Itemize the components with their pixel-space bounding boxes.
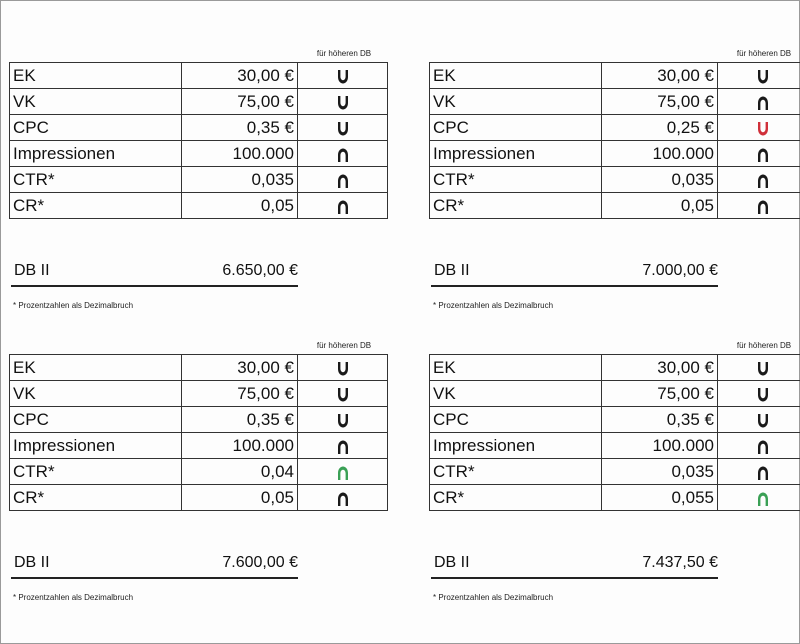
down-arrow-icon <box>335 387 351 403</box>
metric-label: CR* <box>430 193 602 219</box>
metric-label: CR* <box>10 485 182 511</box>
metric-value: 30,00 € <box>182 355 298 381</box>
metric-value: 0,035 <box>602 167 718 193</box>
metric-value: 30,00 € <box>182 63 298 89</box>
metric-value: 75,00 € <box>182 381 298 407</box>
up-arrow-icon <box>335 147 351 163</box>
hint-label: für höheren DB <box>736 341 792 350</box>
table-row <box>10 141 388 167</box>
table-row <box>10 485 388 511</box>
footnote: * Prozentzahlen als Dezimalbruch <box>13 593 134 602</box>
db-total-row <box>11 552 298 579</box>
metric-label: Impressionen <box>430 141 602 167</box>
metric-label: VK <box>10 89 182 115</box>
down-arrow-icon <box>755 69 771 85</box>
footnote: * Prozentzahlen als Dezimalbruch <box>433 301 554 310</box>
down-arrow-icon <box>755 121 771 137</box>
kpi-table <box>429 354 800 511</box>
metric-label: EK <box>10 63 182 89</box>
down-arrow-icon <box>335 361 351 377</box>
metric-label: CTR* <box>430 459 602 485</box>
down-arrow-icon <box>755 413 771 429</box>
hint-label: für höheren DB <box>316 341 372 350</box>
kpi-panel-2 <box>429 49 800 319</box>
metric-value: 0,05 <box>182 193 298 219</box>
table-row <box>10 89 388 115</box>
kpi-table <box>429 62 800 219</box>
metric-label: CTR* <box>10 459 182 485</box>
metric-label: CR* <box>430 485 602 511</box>
table-row <box>10 459 388 485</box>
metric-value: 75,00 € <box>602 381 718 407</box>
db-label: DB II <box>434 554 470 571</box>
table-row <box>10 115 388 141</box>
table-row <box>430 485 800 511</box>
metric-label: CPC <box>10 115 182 141</box>
db-value: 7.437,50 € <box>642 554 718 571</box>
table-row <box>10 63 388 89</box>
db-label: DB II <box>14 554 50 571</box>
metric-value: 100.000 <box>602 141 718 167</box>
metric-value: 75,00 € <box>602 89 718 115</box>
metric-label: CR* <box>10 193 182 219</box>
metric-value: 0,35 € <box>182 407 298 433</box>
db-total-row <box>431 260 718 287</box>
hint-label: für höheren DB <box>316 49 372 58</box>
up-arrow-icon <box>755 147 771 163</box>
up-arrow-icon <box>335 465 351 481</box>
table-row <box>430 193 800 219</box>
up-arrow-icon <box>755 439 771 455</box>
footnote: * Prozentzahlen als Dezimalbruch <box>433 593 554 602</box>
up-arrow-icon <box>755 491 771 507</box>
metric-label: CTR* <box>430 167 602 193</box>
metric-value: 0,04 <box>182 459 298 485</box>
metric-label: Impressionen <box>430 433 602 459</box>
db-label: DB II <box>434 262 470 279</box>
metric-value: 0,25 € <box>602 115 718 141</box>
metric-label: VK <box>430 89 602 115</box>
kpi-panel-3 <box>9 341 389 611</box>
kpi-table <box>9 354 388 511</box>
kpi-table <box>9 62 388 219</box>
metric-label: CPC <box>10 407 182 433</box>
down-arrow-icon <box>755 361 771 377</box>
up-arrow-icon <box>335 439 351 455</box>
metric-value: 0,055 <box>602 485 718 511</box>
db-total-row <box>11 260 298 287</box>
metric-label: Impressionen <box>10 433 182 459</box>
up-arrow-icon <box>755 465 771 481</box>
metric-label: VK <box>10 381 182 407</box>
metric-label: Impressionen <box>10 141 182 167</box>
up-arrow-icon <box>335 491 351 507</box>
table-row <box>10 433 388 459</box>
table-row <box>430 381 800 407</box>
up-arrow-icon <box>755 95 771 111</box>
db-label: DB II <box>14 262 50 279</box>
metric-value: 100.000 <box>602 433 718 459</box>
table-row <box>10 381 388 407</box>
metric-label: EK <box>430 63 602 89</box>
db-total-row <box>431 552 718 579</box>
table-row <box>430 89 800 115</box>
metric-value: 100.000 <box>182 433 298 459</box>
up-arrow-icon <box>335 173 351 189</box>
db-value: 6.650,00 € <box>222 262 298 279</box>
down-arrow-icon <box>335 121 351 137</box>
up-arrow-icon <box>335 199 351 215</box>
table-row <box>10 407 388 433</box>
hint-label: für höheren DB <box>736 49 792 58</box>
table-row <box>430 433 800 459</box>
metric-value: 75,00 € <box>182 89 298 115</box>
kpi-panel-4 <box>429 341 800 611</box>
metric-value: 0,35 € <box>602 407 718 433</box>
metric-value: 0,05 <box>602 193 718 219</box>
table-row <box>430 167 800 193</box>
table-row <box>10 167 388 193</box>
footnote: * Prozentzahlen als Dezimalbruch <box>13 301 134 310</box>
db-value: 7.000,00 € <box>642 262 718 279</box>
down-arrow-icon <box>755 387 771 403</box>
table-row <box>430 355 800 381</box>
down-arrow-icon <box>335 95 351 111</box>
up-arrow-icon <box>755 199 771 215</box>
metric-value: 30,00 € <box>602 63 718 89</box>
metric-value: 0,035 <box>182 167 298 193</box>
up-arrow-icon <box>755 173 771 189</box>
kpi-panel-1 <box>9 49 389 319</box>
metric-label: CPC <box>430 115 602 141</box>
table-row <box>10 193 388 219</box>
metric-value: 30,00 € <box>602 355 718 381</box>
metric-label: CPC <box>430 407 602 433</box>
table-row <box>430 141 800 167</box>
metric-label: CTR* <box>10 167 182 193</box>
down-arrow-icon <box>335 69 351 85</box>
db-value: 7.600,00 € <box>222 554 298 571</box>
table-row <box>10 355 388 381</box>
table-row <box>430 407 800 433</box>
metric-value: 0,05 <box>182 485 298 511</box>
metric-label: VK <box>430 381 602 407</box>
table-row <box>430 459 800 485</box>
table-row <box>430 63 800 89</box>
metric-value: 0,35 € <box>182 115 298 141</box>
metric-label: EK <box>430 355 602 381</box>
metric-value: 0,035 <box>602 459 718 485</box>
metric-value: 100.000 <box>182 141 298 167</box>
down-arrow-icon <box>335 413 351 429</box>
metric-label: EK <box>10 355 182 381</box>
table-row <box>430 115 800 141</box>
